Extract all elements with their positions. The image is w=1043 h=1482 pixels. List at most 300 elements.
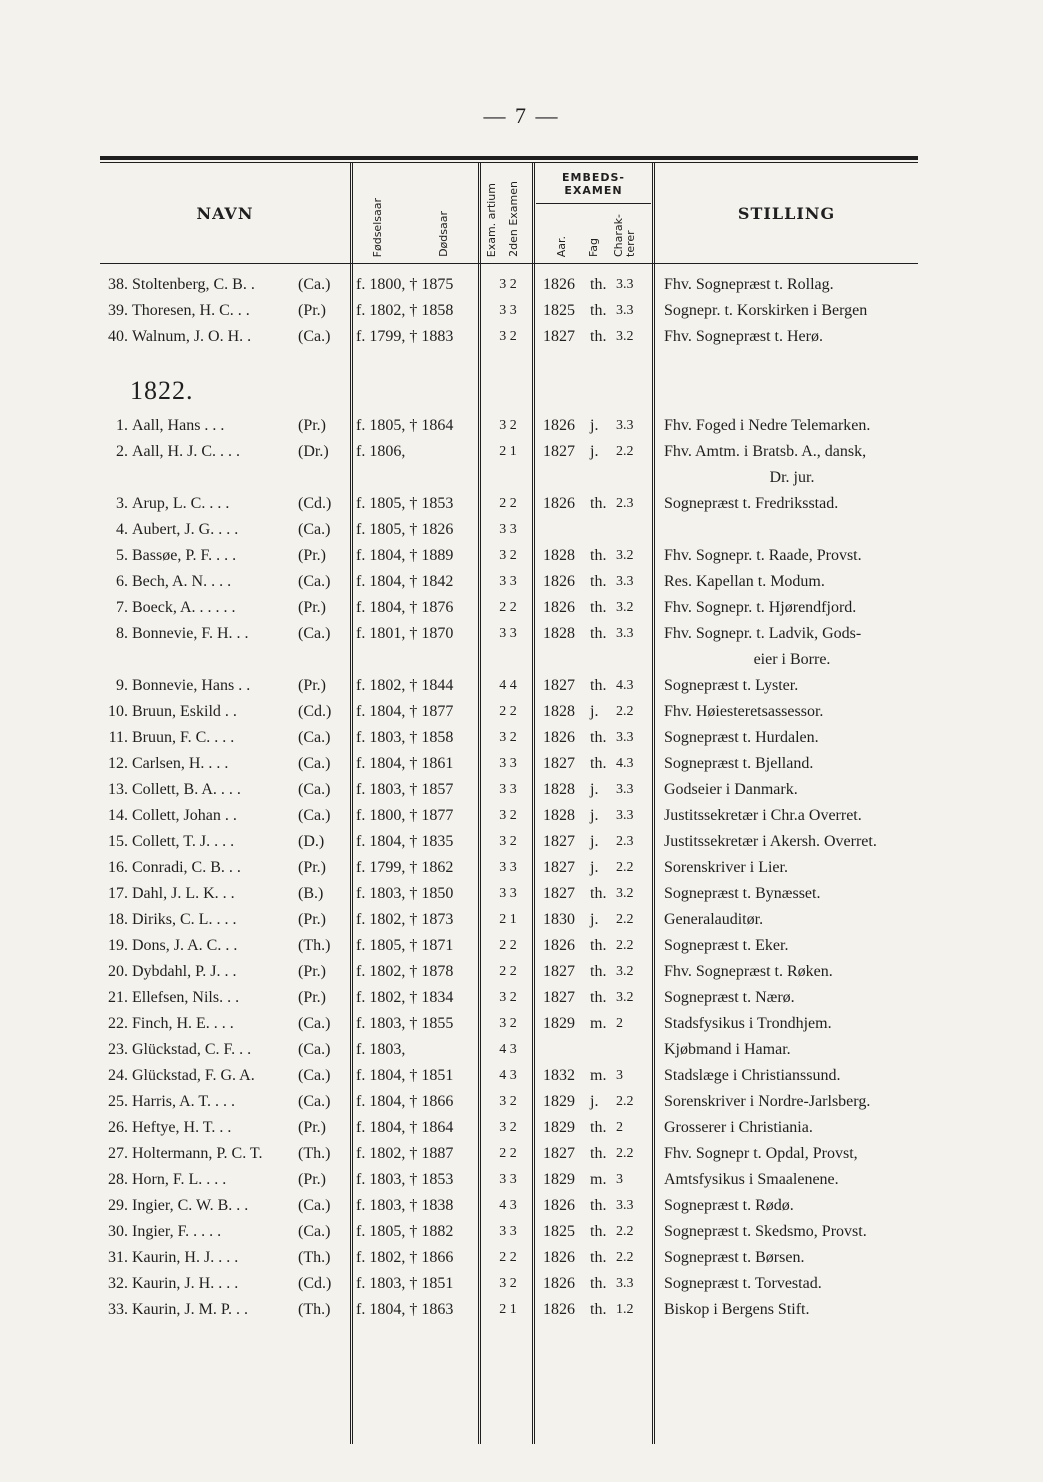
entry-exam-year: 1832 xyxy=(543,1067,575,1084)
entry-exam-subject: th. xyxy=(590,989,607,1006)
table-row xyxy=(100,1089,918,1115)
entry-name: Ingier, F. . . . . xyxy=(132,1223,222,1240)
table-row xyxy=(100,907,918,933)
entry-exam-grade: 2.3 xyxy=(616,834,634,849)
entry-name: Aall, H. J. C. . . . xyxy=(132,443,240,460)
table-row xyxy=(100,673,918,699)
entry-position: Biskop i Bergens Stift. xyxy=(664,1301,810,1318)
entry-exam-grades: 2 2 xyxy=(499,496,517,511)
entry-dates: f. 1804, † 1889 xyxy=(356,547,454,564)
entry-position: Sognepræst t. Børsen. xyxy=(664,1249,805,1266)
entry-exam-grades: 3 3 xyxy=(499,626,517,641)
table-row xyxy=(100,595,918,621)
entry-exam-grade: 3.2 xyxy=(616,990,634,1005)
entry-exam-subject: th. xyxy=(590,1145,607,1162)
entry-faculty: (Ca.) xyxy=(298,1223,331,1240)
table-row xyxy=(100,1011,918,1037)
entry-number: 20. xyxy=(108,963,128,980)
entry-faculty: (Ca.) xyxy=(298,781,331,798)
entry-exam-grades: 3 2 xyxy=(499,1120,517,1135)
entry-exam-grades: 4 3 xyxy=(499,1042,517,1057)
header-divider xyxy=(478,163,481,263)
entry-exam-subject: th. xyxy=(590,1301,607,1318)
entry-number: 6. xyxy=(116,573,128,590)
entry-exam-grade: 4.3 xyxy=(616,678,634,693)
entry-name: Bech, A. N. . . . xyxy=(132,573,232,590)
entry-number: 26. xyxy=(108,1119,128,1136)
entry-number: 28. xyxy=(108,1171,128,1188)
entry-position: Justitssekretær i Akersh. Overret. xyxy=(664,833,877,850)
table-row xyxy=(100,413,918,439)
entry-exam-grade: 2.3 xyxy=(616,496,634,511)
entry-position: Justitssekretær i Chr.a Overret. xyxy=(664,807,862,824)
entry-faculty: (Th.) xyxy=(298,1249,331,1266)
entry-exam-year: 1827 xyxy=(543,885,575,902)
entry-exam-grade: 3 xyxy=(616,1068,623,1083)
entry-position: Fhv. Foged i Nedre Telemarken. xyxy=(664,417,871,434)
table-row xyxy=(100,725,918,751)
entry-exam-grade: 3.2 xyxy=(616,886,634,901)
entry-name: Finch, H. E. . . . xyxy=(132,1015,234,1032)
entry-exam-year: 1826 xyxy=(543,1275,575,1292)
entry-position: Sognepræst t. Skedsmo, Provst. xyxy=(664,1223,867,1240)
entry-exam-grades: 2 2 xyxy=(499,1250,517,1265)
entry-exam-grades: 2 2 xyxy=(499,1146,517,1161)
entry-exam-grades: 2 2 xyxy=(499,704,517,719)
entry-name: Aall, Hans . . . xyxy=(132,417,225,434)
entry-number: 30. xyxy=(108,1223,128,1240)
student-register-table xyxy=(100,156,918,1444)
entry-exam-grades: 3 3 xyxy=(499,1172,517,1187)
entry-exam-grades: 2 1 xyxy=(499,1302,517,1317)
entry-faculty: (Th.) xyxy=(298,1145,331,1162)
entry-exam-grade: 2.2 xyxy=(616,1224,634,1239)
table-row xyxy=(100,1063,918,1089)
entry-name: Walnum, J. O. H. . xyxy=(132,328,252,345)
entry-exam-subject: th. xyxy=(590,276,607,293)
entry-faculty: (Pr.) xyxy=(298,859,326,876)
entry-name: Glückstad, C. F. . . xyxy=(132,1041,252,1058)
header-stilling: STILLING xyxy=(737,203,836,223)
entry-number: 21. xyxy=(108,989,128,1006)
entry-exam-grade: 3.3 xyxy=(616,782,634,797)
entry-number: 11. xyxy=(108,729,128,746)
header-embedsexamen: EMBEDS- EXAMEN xyxy=(562,171,625,197)
entry-position: Sognepræst t. Rødø. xyxy=(664,1197,794,1214)
table-row xyxy=(100,829,918,855)
table-row-continuation xyxy=(100,647,918,673)
entry-name: Harris, A. T. . . . xyxy=(132,1093,235,1110)
entry-dates: f. 1802, † 1878 xyxy=(356,963,454,980)
entry-number: 18. xyxy=(108,911,128,928)
entry-position: Sognepræst t. Torvestad. xyxy=(664,1275,822,1292)
entry-faculty: (Pr.) xyxy=(298,547,326,564)
entry-exam-grades: 2 2 xyxy=(499,964,517,979)
entry-exam-year: 1827 xyxy=(543,1145,575,1162)
entry-exam-grade: 2.2 xyxy=(616,444,634,459)
table-row-continuation xyxy=(100,465,918,491)
entry-exam-subject: th. xyxy=(590,755,607,772)
entry-exam-grade: 1.2 xyxy=(616,1302,634,1317)
header-aar: Aar. xyxy=(555,235,568,257)
entry-faculty: (Ca.) xyxy=(298,807,331,824)
entry-position: Grosserer i Christiania. xyxy=(664,1119,813,1136)
entry-exam-year: 1829 xyxy=(543,1093,575,1110)
entry-dates: f. 1804, † 1842 xyxy=(356,573,454,590)
entry-position: Sognepræst t. Lyster. xyxy=(664,677,799,694)
entry-position: Fhv. Sognepræst t. Røken. xyxy=(664,963,833,980)
entry-dates: f. 1799, † 1862 xyxy=(356,859,454,876)
entry-name: Dons, J. A. C. . . xyxy=(132,937,238,954)
entry-dates: f. 1805, † 1871 xyxy=(356,937,454,954)
entry-dates: f. 1803, † 1838 xyxy=(356,1197,454,1214)
entry-exam-grade: 3.3 xyxy=(616,626,634,641)
entry-exam-subject: th. xyxy=(590,1197,607,1214)
entry-faculty: (B.) xyxy=(298,885,324,902)
entry-faculty: (Pr.) xyxy=(298,1119,326,1136)
table-row xyxy=(100,985,918,1011)
entry-exam-subject: j. xyxy=(590,781,599,798)
entry-exam-grade: 2.2 xyxy=(616,912,634,927)
entry-exam-grade: 3.2 xyxy=(616,329,634,344)
entry-exam-grade: 2.2 xyxy=(616,1094,634,1109)
entry-name: Dybdahl, P. J. . . xyxy=(132,963,237,980)
entry-exam-year: 1830 xyxy=(543,911,575,928)
entry-exam-grades: 3 2 xyxy=(499,808,517,823)
entry-number: 8. xyxy=(116,625,128,642)
entry-name: Collett, Johan . . xyxy=(132,807,237,824)
entry-faculty: (Ca.) xyxy=(298,755,331,772)
table-row xyxy=(100,1167,918,1193)
entry-position: Sognepræst t. Nærø. xyxy=(664,989,795,1006)
header-divider xyxy=(532,163,535,263)
entry-faculty: (Ca.) xyxy=(298,521,331,538)
table-row xyxy=(100,569,918,595)
table-row xyxy=(100,1219,918,1245)
entry-dates: f. 1800, † 1875 xyxy=(356,276,454,293)
entry-number: 29. xyxy=(108,1197,128,1214)
table-row xyxy=(100,855,918,881)
entry-name: Aubert, J. G. . . . xyxy=(132,521,239,538)
entry-name: Ingier, C. W. B. . . xyxy=(132,1197,249,1214)
entry-dates: f. 1803, † 1850 xyxy=(356,885,454,902)
entry-number: 40. xyxy=(108,328,128,345)
entry-dates: f. 1803, † 1857 xyxy=(356,781,454,798)
entry-dates: f. 1805, † 1853 xyxy=(356,495,454,512)
entry-position: Stadsfysikus i Trondhjem. xyxy=(664,1015,832,1032)
entry-exam-subject: th. xyxy=(590,495,607,512)
entry-exam-subject: th. xyxy=(590,729,607,746)
entry-number: 1. xyxy=(116,417,128,434)
entry-dates: f. 1802, † 1858 xyxy=(356,302,454,319)
entry-dates: f. 1805, † 1864 xyxy=(356,417,454,434)
entry-exam-year: 1826 xyxy=(543,1301,575,1318)
entry-exam-grade: 4.3 xyxy=(616,756,634,771)
entry-position: Dr. jur. xyxy=(769,469,815,486)
entry-name: Bruun, F. C. . . . xyxy=(132,729,235,746)
entry-position: Fhv. Sognepræst t. Herø. xyxy=(664,328,823,345)
header-anden-examen: 2den Examen xyxy=(507,181,520,257)
entry-exam-grade: 3.2 xyxy=(616,964,634,979)
entry-faculty: (Th.) xyxy=(298,1301,331,1318)
entry-number: 27. xyxy=(108,1145,128,1162)
entry-exam-year: 1828 xyxy=(543,703,575,720)
entry-number: 15. xyxy=(108,833,128,850)
entry-dates: f. 1802, † 1866 xyxy=(356,1249,454,1266)
entry-exam-subject: th. xyxy=(590,1223,607,1240)
entry-name: Bruun, Eskild . . xyxy=(132,703,237,720)
entry-exam-year: 1826 xyxy=(543,1249,575,1266)
entry-faculty: (Ca.) xyxy=(298,328,331,345)
entry-exam-subject: j. xyxy=(590,833,599,850)
table-row xyxy=(100,1245,918,1271)
table-row xyxy=(100,1297,918,1323)
entry-dates: f. 1802, † 1844 xyxy=(356,677,454,694)
entry-name: Kaurin, J. H. . . . xyxy=(132,1275,239,1292)
entry-exam-year: 1827 xyxy=(543,833,575,850)
entry-exam-grade: 2.2 xyxy=(616,1146,634,1161)
table-row xyxy=(100,959,918,985)
entry-faculty: (Ca.) xyxy=(298,1197,331,1214)
table-row xyxy=(100,881,918,907)
entry-position: Sognepræst t. Bjelland. xyxy=(664,755,814,772)
entry-exam-grade: 2 xyxy=(616,1120,623,1135)
entry-dates: f. 1802, † 1834 xyxy=(356,989,454,1006)
entry-faculty: (Th.) xyxy=(298,937,331,954)
entry-exam-grade: 2.2 xyxy=(616,1250,634,1265)
entry-number: 32. xyxy=(108,1275,128,1292)
entry-name: Kaurin, H. J. . . . xyxy=(132,1249,239,1266)
entry-dates: f. 1804, † 1877 xyxy=(356,703,454,720)
entry-position: Res. Kapellan t. Modum. xyxy=(664,573,825,590)
entry-position: Fhv. Sognepr. t. Ladvik, Gods- xyxy=(664,625,862,642)
entry-faculty: (Ca.) xyxy=(298,1093,331,1110)
entry-exam-grade: 3.3 xyxy=(616,1276,634,1291)
entry-faculty: (Pr.) xyxy=(298,1171,326,1188)
year-heading: 1822. xyxy=(130,376,194,405)
entry-name: Boeck, A. . . . . . xyxy=(132,599,236,616)
entry-exam-subject: j. xyxy=(590,859,599,876)
table-row xyxy=(100,1115,918,1141)
entry-exam-year: 1828 xyxy=(543,807,575,824)
entry-faculty: (Ca.) xyxy=(298,1041,331,1058)
entry-exam-grades: 3 3 xyxy=(499,574,517,589)
entry-dates: f. 1803, † 1855 xyxy=(356,1015,454,1032)
entry-faculty: (D.) xyxy=(298,833,325,850)
entry-exam-year: 1826 xyxy=(543,417,575,434)
entry-position: Fhv. Sognepr t. Opdal, Provst, xyxy=(664,1145,858,1162)
entry-exam-year: 1826 xyxy=(543,599,575,616)
entry-exam-subject: j. xyxy=(590,911,599,928)
entry-dates: f. 1803, † 1851 xyxy=(356,1275,454,1292)
table-row xyxy=(100,803,918,829)
entry-exam-year: 1825 xyxy=(543,302,575,319)
entry-exam-grades: 3 3 xyxy=(499,1224,517,1239)
table-header xyxy=(100,163,918,264)
entry-position: Sognepræst t. Bynæsset. xyxy=(664,885,821,902)
entry-exam-grades: 2 2 xyxy=(499,600,517,615)
entry-exam-grades: 3 2 xyxy=(499,730,517,745)
entry-position: Sognepr. t. Korskirken i Bergen xyxy=(664,302,868,319)
entry-dates: f. 1805, † 1882 xyxy=(356,1223,454,1240)
entry-dates: f. 1804, † 1835 xyxy=(356,833,454,850)
entry-exam-grades: 3 2 xyxy=(499,1276,517,1291)
entry-name: Holtermann, P. C. T. xyxy=(132,1145,263,1162)
entry-number: 10. xyxy=(108,703,128,720)
entry-exam-year: 1826 xyxy=(543,276,575,293)
header-divider xyxy=(350,163,353,263)
table-row xyxy=(100,491,918,517)
entry-exam-year: 1826 xyxy=(543,937,575,954)
entry-name: Dahl, J. L. K. . . xyxy=(132,885,235,902)
entry-exam-grades: 4 3 xyxy=(499,1198,517,1213)
entry-position: Amtsfysikus i Smaalenene. xyxy=(664,1171,839,1188)
table-row xyxy=(100,543,918,569)
entry-exam-grade: 3.3 xyxy=(616,1198,634,1213)
entry-exam-grade: 3.3 xyxy=(616,277,634,292)
entry-exam-grades: 3 3 xyxy=(499,303,517,318)
entry-exam-grade: 3.3 xyxy=(616,730,634,745)
entry-faculty: (Pr.) xyxy=(298,911,326,928)
entry-dates: f. 1804, † 1851 xyxy=(356,1067,454,1084)
entry-name: Bassøe, P. F. . . . xyxy=(132,547,237,564)
entry-exam-grade: 3.3 xyxy=(616,303,634,318)
entry-faculty: (Pr.) xyxy=(298,677,326,694)
entry-position: Generalauditør. xyxy=(664,911,764,928)
entry-number: 2. xyxy=(116,443,128,460)
entry-exam-year: 1827 xyxy=(543,328,575,345)
entry-name: Horn, F. L. . . . xyxy=(132,1171,227,1188)
entry-position: Fhv. Sognepr. t. Raade, Provst. xyxy=(664,547,862,564)
entry-exam-year: 1827 xyxy=(543,989,575,1006)
entry-position: Fhv. Høiesteretsassessor. xyxy=(664,703,824,720)
entry-position: Sorenskriver i Nordre-Jarlsberg. xyxy=(664,1093,871,1110)
entry-exam-subject: th. xyxy=(590,573,607,590)
entry-dates: f. 1803, † 1853 xyxy=(356,1171,454,1188)
entry-exam-subject: j. xyxy=(590,417,599,434)
entry-faculty: (Pr.) xyxy=(298,417,326,434)
entry-name: Glückstad, F. G. A. xyxy=(132,1067,255,1084)
entry-faculty: (Pr.) xyxy=(298,599,326,616)
entry-exam-subject: th. xyxy=(590,963,607,980)
entry-exam-grades: 3 2 xyxy=(499,834,517,849)
entry-number: 19. xyxy=(108,937,128,954)
entry-number: 33. xyxy=(108,1301,128,1318)
entry-exam-year: 1825 xyxy=(543,1223,575,1240)
entry-exam-grades: 4 3 xyxy=(499,1068,517,1083)
entry-exam-year: 1826 xyxy=(543,1197,575,1214)
table-body xyxy=(100,264,918,1444)
table-row xyxy=(100,298,918,324)
entry-dates: f. 1800, † 1877 xyxy=(356,807,454,824)
entry-number: 31. xyxy=(108,1249,128,1266)
header-dodsaar: Dødsaar xyxy=(437,211,450,257)
entry-exam-grades: 3 3 xyxy=(499,886,517,901)
entry-exam-subject: m. xyxy=(590,1171,607,1188)
entry-exam-grade: 3.2 xyxy=(616,548,634,563)
entry-exam-year: 1827 xyxy=(543,859,575,876)
entry-number: 24. xyxy=(108,1067,128,1084)
table-row xyxy=(100,621,918,647)
entry-exam-subject: th. xyxy=(590,328,607,345)
entry-name: Kaurin, J. M. P. . . xyxy=(132,1301,249,1318)
entry-dates: f. 1804, † 1866 xyxy=(356,1093,454,1110)
entry-exam-subject: th. xyxy=(590,885,607,902)
entry-exam-grade: 3.3 xyxy=(616,808,634,823)
table-row xyxy=(100,1193,918,1219)
entry-faculty: (Pr.) xyxy=(298,989,326,1006)
entry-name: Stoltenberg, C. B. . xyxy=(132,276,255,293)
entry-dates: f. 1805, † 1826 xyxy=(356,521,454,538)
entry-position: Fhv. Sognepr. t. Hjørendfjord. xyxy=(664,599,857,616)
entry-name: Bonnevie, Hans . . xyxy=(132,677,251,694)
entry-exam-grades: 3 2 xyxy=(499,277,517,292)
entry-number: 3. xyxy=(116,495,128,512)
entry-exam-grades: 4 4 xyxy=(499,678,517,693)
entry-position: Sognepræst t. Fredriksstad. xyxy=(664,495,839,512)
entry-exam-year: 1829 xyxy=(543,1171,575,1188)
table-row xyxy=(100,777,918,803)
entry-dates: f. 1801, † 1870 xyxy=(356,625,454,642)
entry-exam-subject: j. xyxy=(590,703,599,720)
entry-position: Fhv. Sognepræst t. Rollag. xyxy=(664,276,834,293)
entry-dates: f. 1802, † 1887 xyxy=(356,1145,454,1162)
entry-faculty: (Ca.) xyxy=(298,573,331,590)
entry-exam-grade: 2.2 xyxy=(616,938,634,953)
entry-faculty: (Cd.) xyxy=(298,703,332,720)
entry-exam-subject: th. xyxy=(590,1119,607,1136)
entry-exam-subject: th. xyxy=(590,599,607,616)
entry-exam-year: 1827 xyxy=(543,443,575,460)
entry-exam-grades: 3 3 xyxy=(499,522,517,537)
entry-position: Sorenskriver i Lier. xyxy=(664,859,788,876)
entry-exam-subject: th. xyxy=(590,625,607,642)
entry-number: 7. xyxy=(116,599,128,616)
entry-number: 25. xyxy=(108,1093,128,1110)
table-row xyxy=(100,1271,918,1297)
entry-exam-grades: 3 2 xyxy=(499,990,517,1005)
entry-position: Sognepræst t. Hurdalen. xyxy=(664,729,819,746)
table-row xyxy=(100,439,918,465)
entry-exam-grade: 2.2 xyxy=(616,704,634,719)
entry-dates: f. 1804, † 1876 xyxy=(356,599,454,616)
embeds-rule xyxy=(536,203,651,204)
entry-dates: f. 1804, † 1863 xyxy=(356,1301,454,1318)
entry-exam-year: 1827 xyxy=(543,755,575,772)
entry-exam-grades: 3 2 xyxy=(499,1094,517,1109)
table-row xyxy=(100,933,918,959)
entry-exam-grades: 3 2 xyxy=(499,548,517,563)
entry-number: 23. xyxy=(108,1041,128,1058)
entry-name: Thoresen, H. C. . . xyxy=(132,302,250,319)
top-rule-thick xyxy=(100,156,918,160)
entry-number: 12. xyxy=(108,755,128,772)
entry-exam-grades: 2 2 xyxy=(499,938,517,953)
entry-name: Collett, T. J. . . . xyxy=(132,833,235,850)
entry-exam-subject: th. xyxy=(590,547,607,564)
entry-number: 14. xyxy=(108,807,128,824)
table-row xyxy=(100,751,918,777)
entry-exam-grade: 2.2 xyxy=(616,860,634,875)
entry-faculty: (Pr.) xyxy=(298,302,326,319)
entry-exam-grades: 2 1 xyxy=(499,444,517,459)
entry-faculty: (Ca.) xyxy=(298,729,331,746)
entry-position: eier i Borre. xyxy=(753,651,831,668)
entry-exam-grade: 3.3 xyxy=(616,574,634,589)
entry-name: Bonnevie, F. H. . . xyxy=(132,625,249,642)
entry-exam-subject: j. xyxy=(590,807,599,824)
entry-number: 16. xyxy=(108,859,128,876)
